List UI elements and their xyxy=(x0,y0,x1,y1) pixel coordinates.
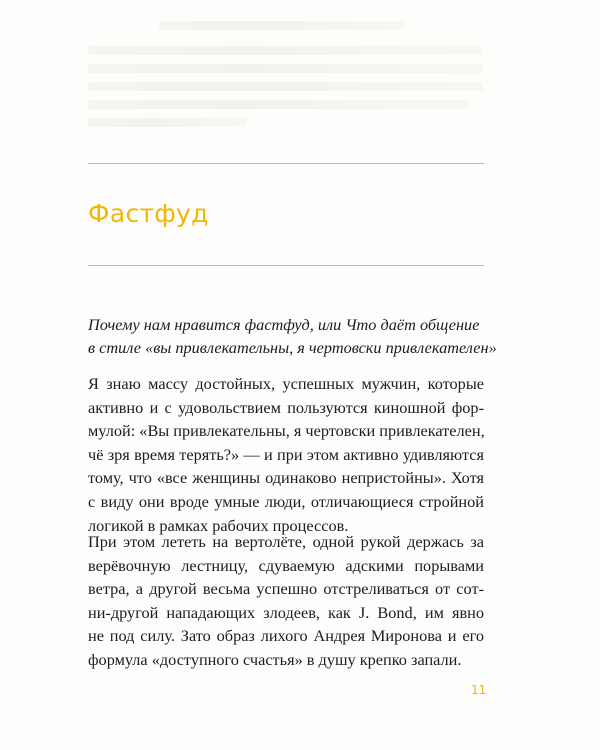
paragraph-line: активно и с удовольствием пользуются киношной фор- xyxy=(88,397,484,417)
paragraph-line: ветра, а другой весьма успешно отстреливаться от сот- xyxy=(88,579,484,599)
chapter-rule-bottom xyxy=(88,265,484,266)
epigraph-line: в стиле «вы привлекательны, я чертовски привлекателен» xyxy=(88,338,497,357)
page-number: 11 xyxy=(471,683,487,697)
paragraph-line: чё зря время терять?» — и при этом активно удивляются xyxy=(88,444,484,464)
paragraph-line: При этом лететь на вертолёте, одной рукой держась за xyxy=(88,532,484,551)
paragraph-line: логикой в рамках рабочих процессов. xyxy=(88,515,349,535)
paragraph-2 xyxy=(88,530,484,672)
paragraph-line: верёвочную лестницу, сдуваемую адскими порывами xyxy=(88,555,484,575)
bleed-through-text xyxy=(88,12,483,127)
paragraph-line: тому, что «все женщины одинаково непристойны». Хотя xyxy=(88,468,484,488)
chapter-rule-top xyxy=(88,163,484,164)
paragraph-line: не под силу. Зато образ лихого Андрея Миронова и его xyxy=(88,626,484,646)
paragraph-line: ни-другой нападающих злодеев, как J. Bond, им явно xyxy=(88,602,484,622)
paragraph-line: мулой: «Вы привлекательны, я чертовски привлекателен, xyxy=(88,421,485,441)
paragraph-line: формула «доступного счастья» в душу крепко запали. xyxy=(88,649,462,669)
paragraph-line: с виду они вроде умные люди, отличающиеся стройной xyxy=(88,491,484,511)
chapter-title: Фастфуд xyxy=(88,199,209,228)
epigraph-line: Почему нам нравится фастфуд, или Что даёт общение xyxy=(88,315,480,334)
paragraph-line: Я знаю массу достойных, успешных мужчин, которые xyxy=(88,374,484,393)
epigraph xyxy=(88,313,497,359)
paragraph-1 xyxy=(88,372,484,537)
